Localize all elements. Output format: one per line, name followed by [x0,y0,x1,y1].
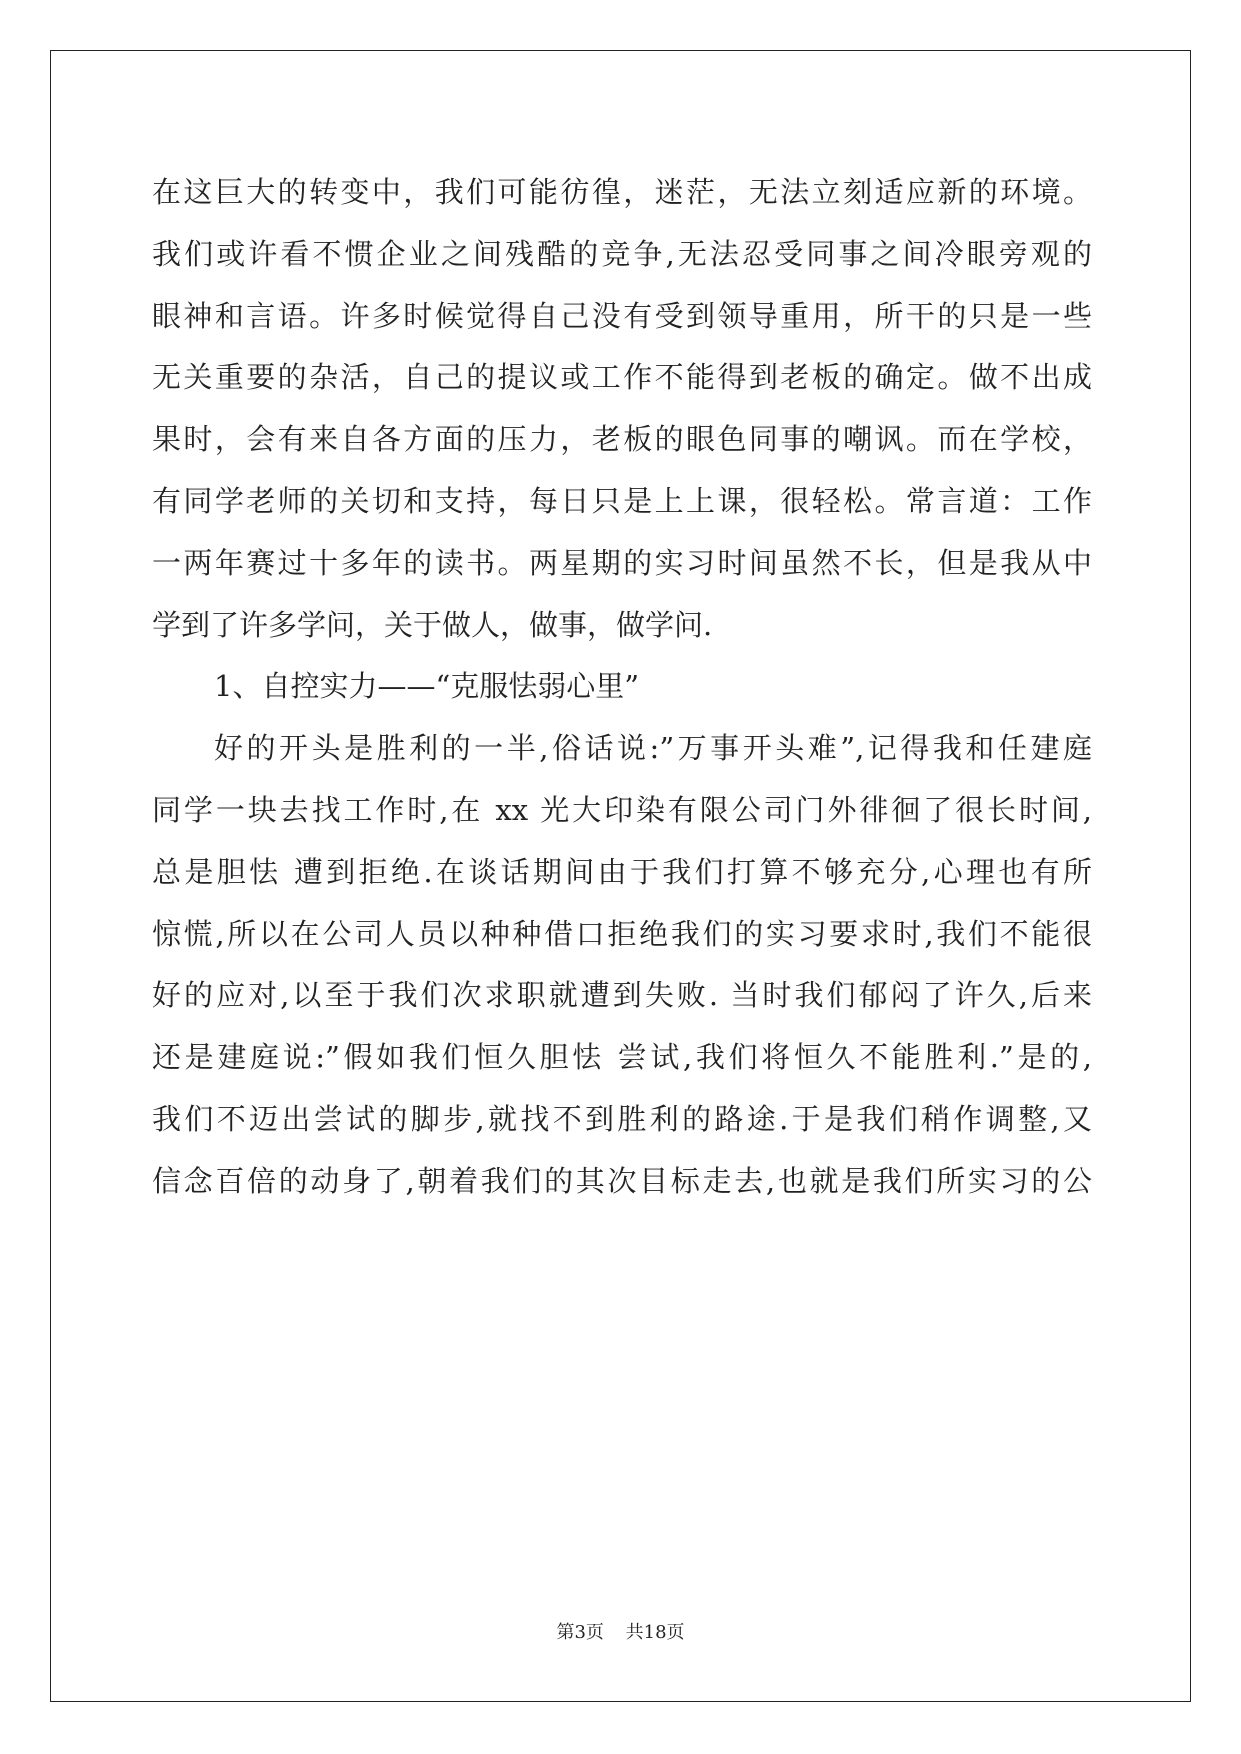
text-line: 信念百倍的动身了,朝着我们的其次目标走去,也就是我们所实习的公 [152,1163,1092,1198]
document-body [152,162,1092,1213]
text-line: 学到了许多学问，关于做人，做事，做学问. [152,607,713,642]
text-line: 同学一块去找工作时,在 xx 光大印染有限公司门外徘徊了很长时间, [152,792,1092,827]
text-line: 我们不迈出尝试的脚步,就找不到胜利的路途.于是我们稍作调整,又 [152,1101,1092,1136]
text-line: 在这巨大的转变中，我们可能彷徨，迷茫，无法立刻适应新的环境。 [152,175,1092,209]
text-line: 总是胆怯 遭到拒绝.在谈话期间由于我们打算不够充分,心理也有所 [152,854,1092,889]
text-line: 好的应对,以至于我们次求职就遭到失败. 当时我们郁闷了许久,后来 [152,978,1092,1013]
page-footer [0,1618,1241,1644]
text-line: 果时，会有来自各方面的压力，老板的眼色同事的嘲讽。而在学校， [152,422,1092,457]
page-number: 第3页 [556,1622,604,1643]
text-line: 我们或许看不惯企业之间残酷的竞争,无法忍受同事之间冷眼旁观的 [152,236,1092,271]
page-total: 共18页 [625,1622,685,1643]
text-line: 惊慌,所以在公司人员以种种借口拒绝我们的实习要求时,我们不能很 [152,916,1092,951]
text-line: 还是建庭说:”假如我们恒久胆怯 尝试,我们将恒久不能胜利.”是的, [152,1040,1092,1075]
text-line: 眼神和言语。许多时候觉得自己没有受到领导重用，所干的只是一些 [152,298,1092,333]
text-line: 一两年赛过十多年的读书。两星期的实习时间虽然不长，但是我从中 [152,545,1092,580]
section-heading: 1、自控实力——“克服怯弱心里” [214,669,640,704]
text-line: 有同学老师的关切和支持，每日只是上上课，很轻松。常言道：工作 [152,483,1092,518]
text-line: 好的开头是胜利的一半,俗话说:”万事开头难”,记得我和任建庭 [214,731,1092,766]
text-line: 无关重要的杂活，自己的提议或工作不能得到老板的确定。做不出成 [152,360,1092,395]
